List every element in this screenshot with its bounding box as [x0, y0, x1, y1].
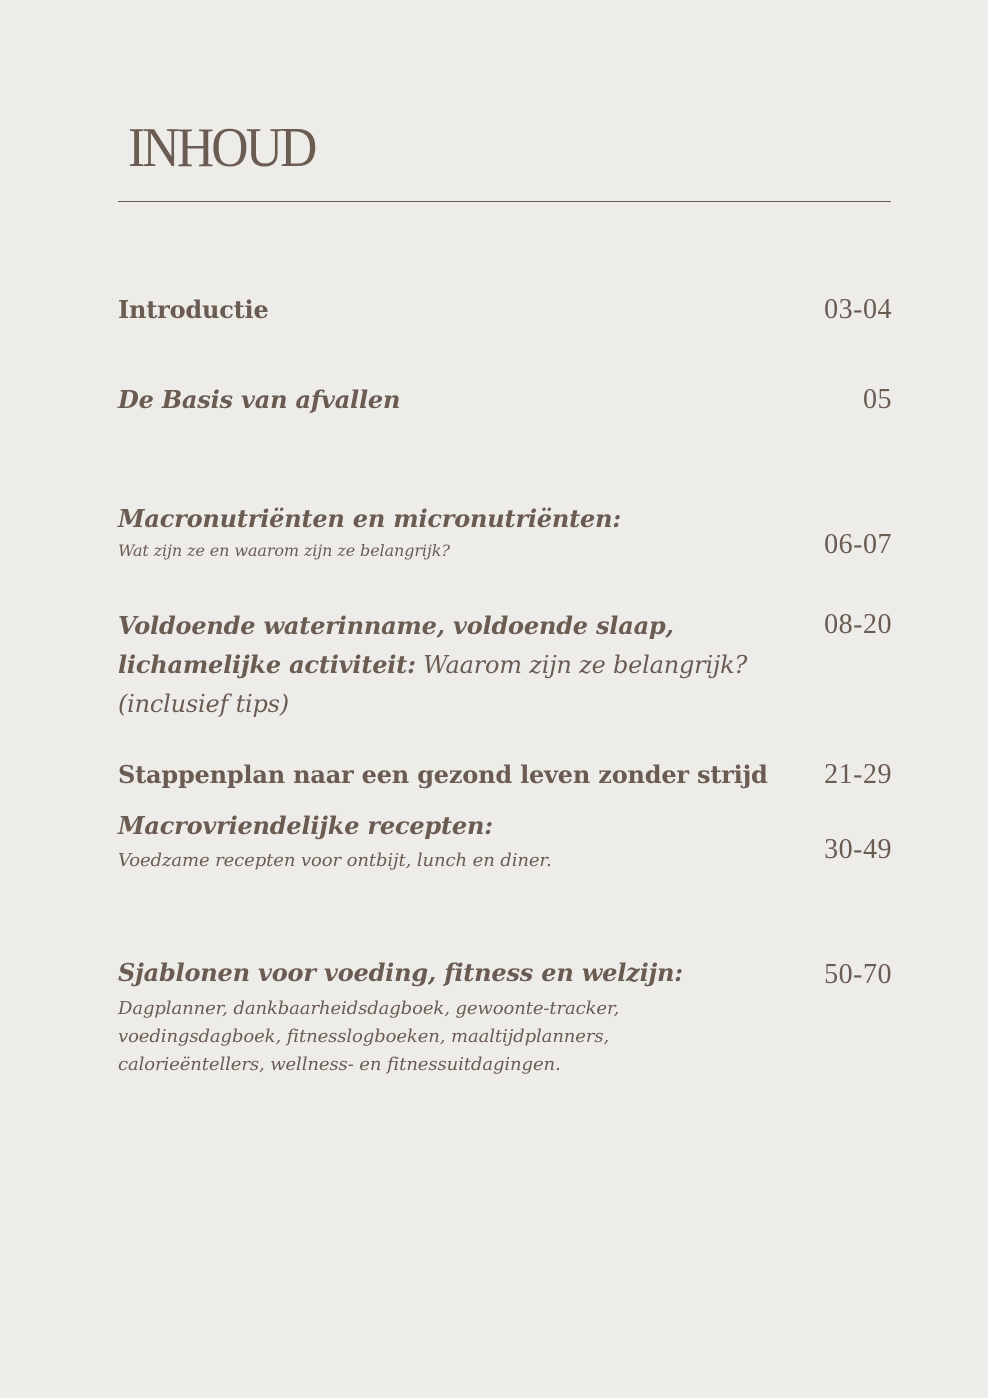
title-divider	[118, 201, 891, 202]
toc-entry-waterinname-line1[interactable]: Voldoende waterinname, voldoende slaap,	[118, 611, 674, 640]
toc-entry-introductie[interactable]: Introductie	[118, 295, 269, 324]
toc-entry-macronutrienten[interactable]: Macronutriënten en micronutriënten:	[118, 504, 621, 533]
toc-entry-recepten[interactable]: Macrovriendelijke recepten:	[118, 811, 493, 840]
toc-subtitle-sjablonen-line2: voedingsdagboek, fitnesslogboeken, maaltijdplanners,	[118, 1026, 610, 1047]
toc-subtitle-sjablonen-line3: calorieëntellers, wellness- en fitnessuitdagingen.	[118, 1054, 561, 1075]
toc-entry-waterinname-line3: (inclusief tips)	[118, 690, 289, 718]
toc-entry-waterinname-bold: lichamelijke activiteit:	[118, 650, 416, 679]
toc-page-macronutrienten: 06-07	[824, 529, 892, 560]
toc-subtitle-macronutrienten: Wat zijn ze en waarom zijn ze belangrijk?	[118, 541, 450, 560]
page-title: INHOUD	[128, 117, 315, 179]
toc-subtitle-recepten: Voedzame recepten voor ontbijt, lunch en diner.	[118, 850, 552, 871]
toc-entry-stappenplan[interactable]: Stappenplan naar een gezond leven zonder strijd	[118, 760, 768, 789]
toc-entry-basis-afvallen[interactable]: De Basis van afvallen	[118, 385, 401, 414]
toc-page-recepten: 30-49	[824, 834, 892, 865]
toc-page-basis-afvallen: 05	[863, 384, 892, 415]
toc-entry-waterinname-line2[interactable]	[118, 645, 747, 685]
toc-page-sjablonen: 50-70	[824, 959, 892, 990]
toc-entry-waterinname-rest: Waarom zijn ze belangrijk?	[415, 651, 748, 679]
toc-subtitle-sjablonen-line1: Dagplanner, dankbaarheidsdagboek, gewoonte-tracker,	[118, 998, 620, 1019]
toc-page-waterinname: 08-20	[824, 609, 892, 640]
toc-page-introductie: 03-04	[824, 294, 892, 325]
toc-page-stappenplan: 21-29	[824, 759, 892, 790]
toc-entry-sjablonen[interactable]: Sjablonen voor voeding, fitness en welzijn:	[118, 958, 683, 987]
